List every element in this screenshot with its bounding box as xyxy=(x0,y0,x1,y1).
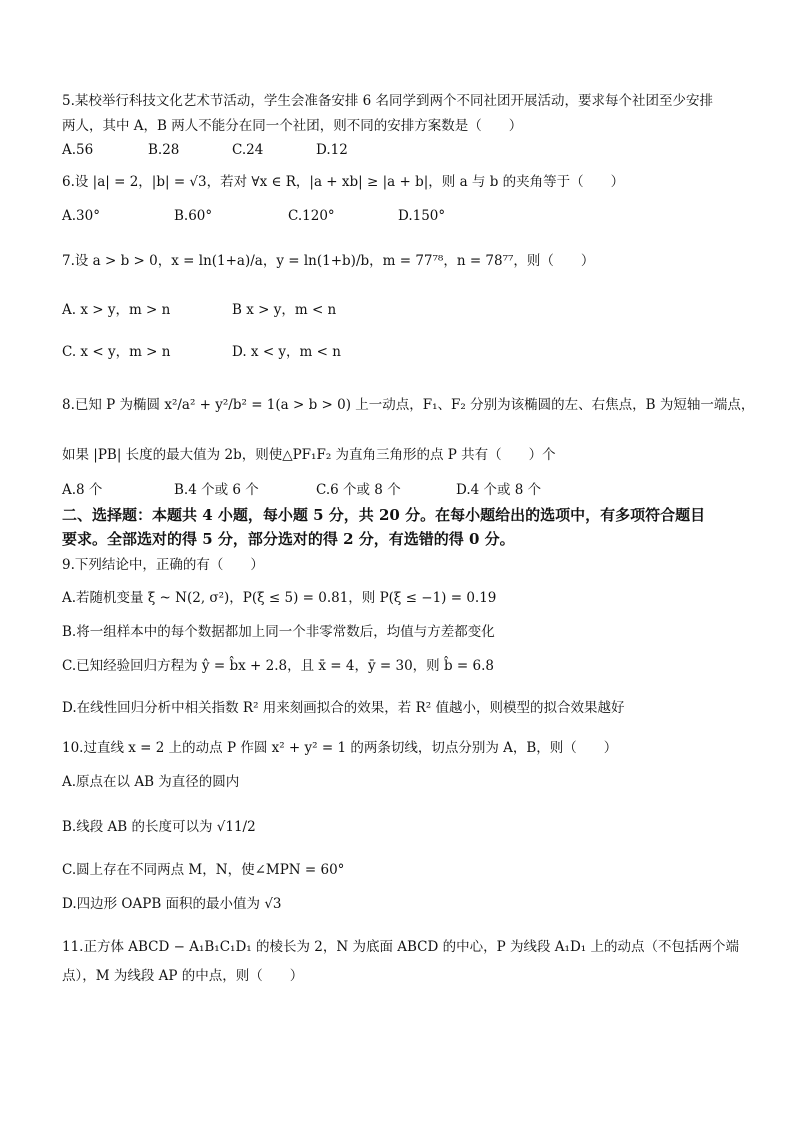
q8-options xyxy=(62,481,742,499)
q8-option-a: A.8 个 xyxy=(62,482,103,498)
q10-stem: 10.过直线 x = 2 上的动点 P 作圆 x² + y² = 1 的两条切线，切点分别为 A，B，则（ ） xyxy=(62,740,618,756)
q9-option-b: B.将一组样本中的每个数据都加上同一个非零常数后，均值与方差都变化 xyxy=(62,624,495,640)
q10-option-c: C.圆上存在不同两点 M，N，使∠MPN = 60° xyxy=(62,862,345,878)
q5-option-d: D.12 xyxy=(316,142,348,158)
q6-option-a: A.30° xyxy=(62,208,100,224)
q9-stem: 9.下列结论中，正确的有（ ） xyxy=(62,557,264,573)
q5-option-c: C.24 xyxy=(232,142,264,158)
q8-option-c: C.6 个或 8 个 xyxy=(316,482,401,498)
q10-option-d: D.四边形 OAPB 面积的最小值为 √3 xyxy=(62,896,282,912)
q5-stem-line2: 两人，其中 A，B 两人不能分在同一个社团，则不同的安排方案数是（ ） xyxy=(62,118,523,134)
q5-stem-line1: 5.某校举行科技文化艺术节活动，学生会准备安排 6 名同学到两个不同社团开展活动，要求每个社团至少安排 xyxy=(62,93,714,109)
q7-option-d: D. x < y，m < n xyxy=(232,344,341,360)
q7-option-b: B x > y，m < n xyxy=(232,302,337,318)
q6-option-d: D.150° xyxy=(398,208,446,224)
q11-stem-line1: 11.正方体 ABCD − A₁B₁C₁D₁ 的棱长为 2，N 为底面 ABCD 的中心，P 为线段 A₁D₁ 上的动点（不包括两个端 xyxy=(62,939,739,955)
q10-option-a: A.原点在以 AB 为直径的圆内 xyxy=(62,774,240,790)
q11-stem-line2: 点），M 为线段 AP 的中点，则（ ） xyxy=(62,968,304,984)
q8-option-b: B.4 个或 6 个 xyxy=(174,482,259,498)
q7-option-c: C. x < y，m > n xyxy=(62,344,171,360)
section2-heading-line2: 要求。全部选对的得 5 分，部分选对的得 2 分，有选错的得 0 分。 xyxy=(62,530,515,548)
q6-option-c: C.120° xyxy=(288,208,335,224)
q6-option-b: B.60° xyxy=(174,208,213,224)
q8-stem-line1: 8.已知 P 为椭圆 x²/a² + y²/b² = 1(a > b > 0) 上一动点，F₁、F₂ 分别为该椭圆的左、右焦点，B 为短轴一端点， xyxy=(62,397,755,413)
q9-option-d: D.在线性回归分析中相关指数 R² 用来刻画拟合的效果，若 R² 值越小，则模型的拟合效果越好 xyxy=(62,700,625,716)
q8-option-d: D.4 个或 8 个 xyxy=(456,482,542,498)
section2-heading-line1: 二、选择题：本题共 4 小题，每小题 5 分，共 20 分。在每小题给出的选项中，有多项符合题目 xyxy=(62,506,706,524)
q5-option-a: A.56 xyxy=(62,142,94,158)
q6-options xyxy=(62,207,742,225)
q7-stem: 7.设 a > b > 0，x = ln(1+a)/a，y = ln(1+b)/b，m = 77⁷⁸，n = 78⁷⁷，则（ ） xyxy=(62,253,595,269)
q9-option-a: A.若随机变量 ξ ~ N(2, σ²)，P(ξ ≤ 5) = 0.81，则 P(ξ ≤ −1) = 0.19 xyxy=(62,590,497,606)
q7-options-row1 xyxy=(62,301,742,319)
q10-option-b: B.线段 AB 的长度可以为 √11/2 xyxy=(62,819,256,835)
q8-stem-line2: 如果 |PB| 长度的最大值为 2b，则使△PF₁F₂ 为直角三角形的点 P 共有（ ）个 xyxy=(62,447,556,463)
q7-options-row2 xyxy=(62,343,742,361)
q5-option-b: B.28 xyxy=(148,142,180,158)
q6-stem: 6.设 |a| = 2，|b| = √3，若对 ∀x ∈ R，|a + xb| ≥ |a + b|，则 a 与 b 的夹角等于（ ） xyxy=(62,174,625,190)
q7-option-a: A. x > y，m > n xyxy=(62,302,171,318)
q5-options xyxy=(62,141,742,159)
q9-option-c: C.已知经验回归方程为 ŷ = b̂x + 2.8，且 x̄ = 4，ȳ = 30，则 b̂ = 6.8 xyxy=(62,658,494,674)
